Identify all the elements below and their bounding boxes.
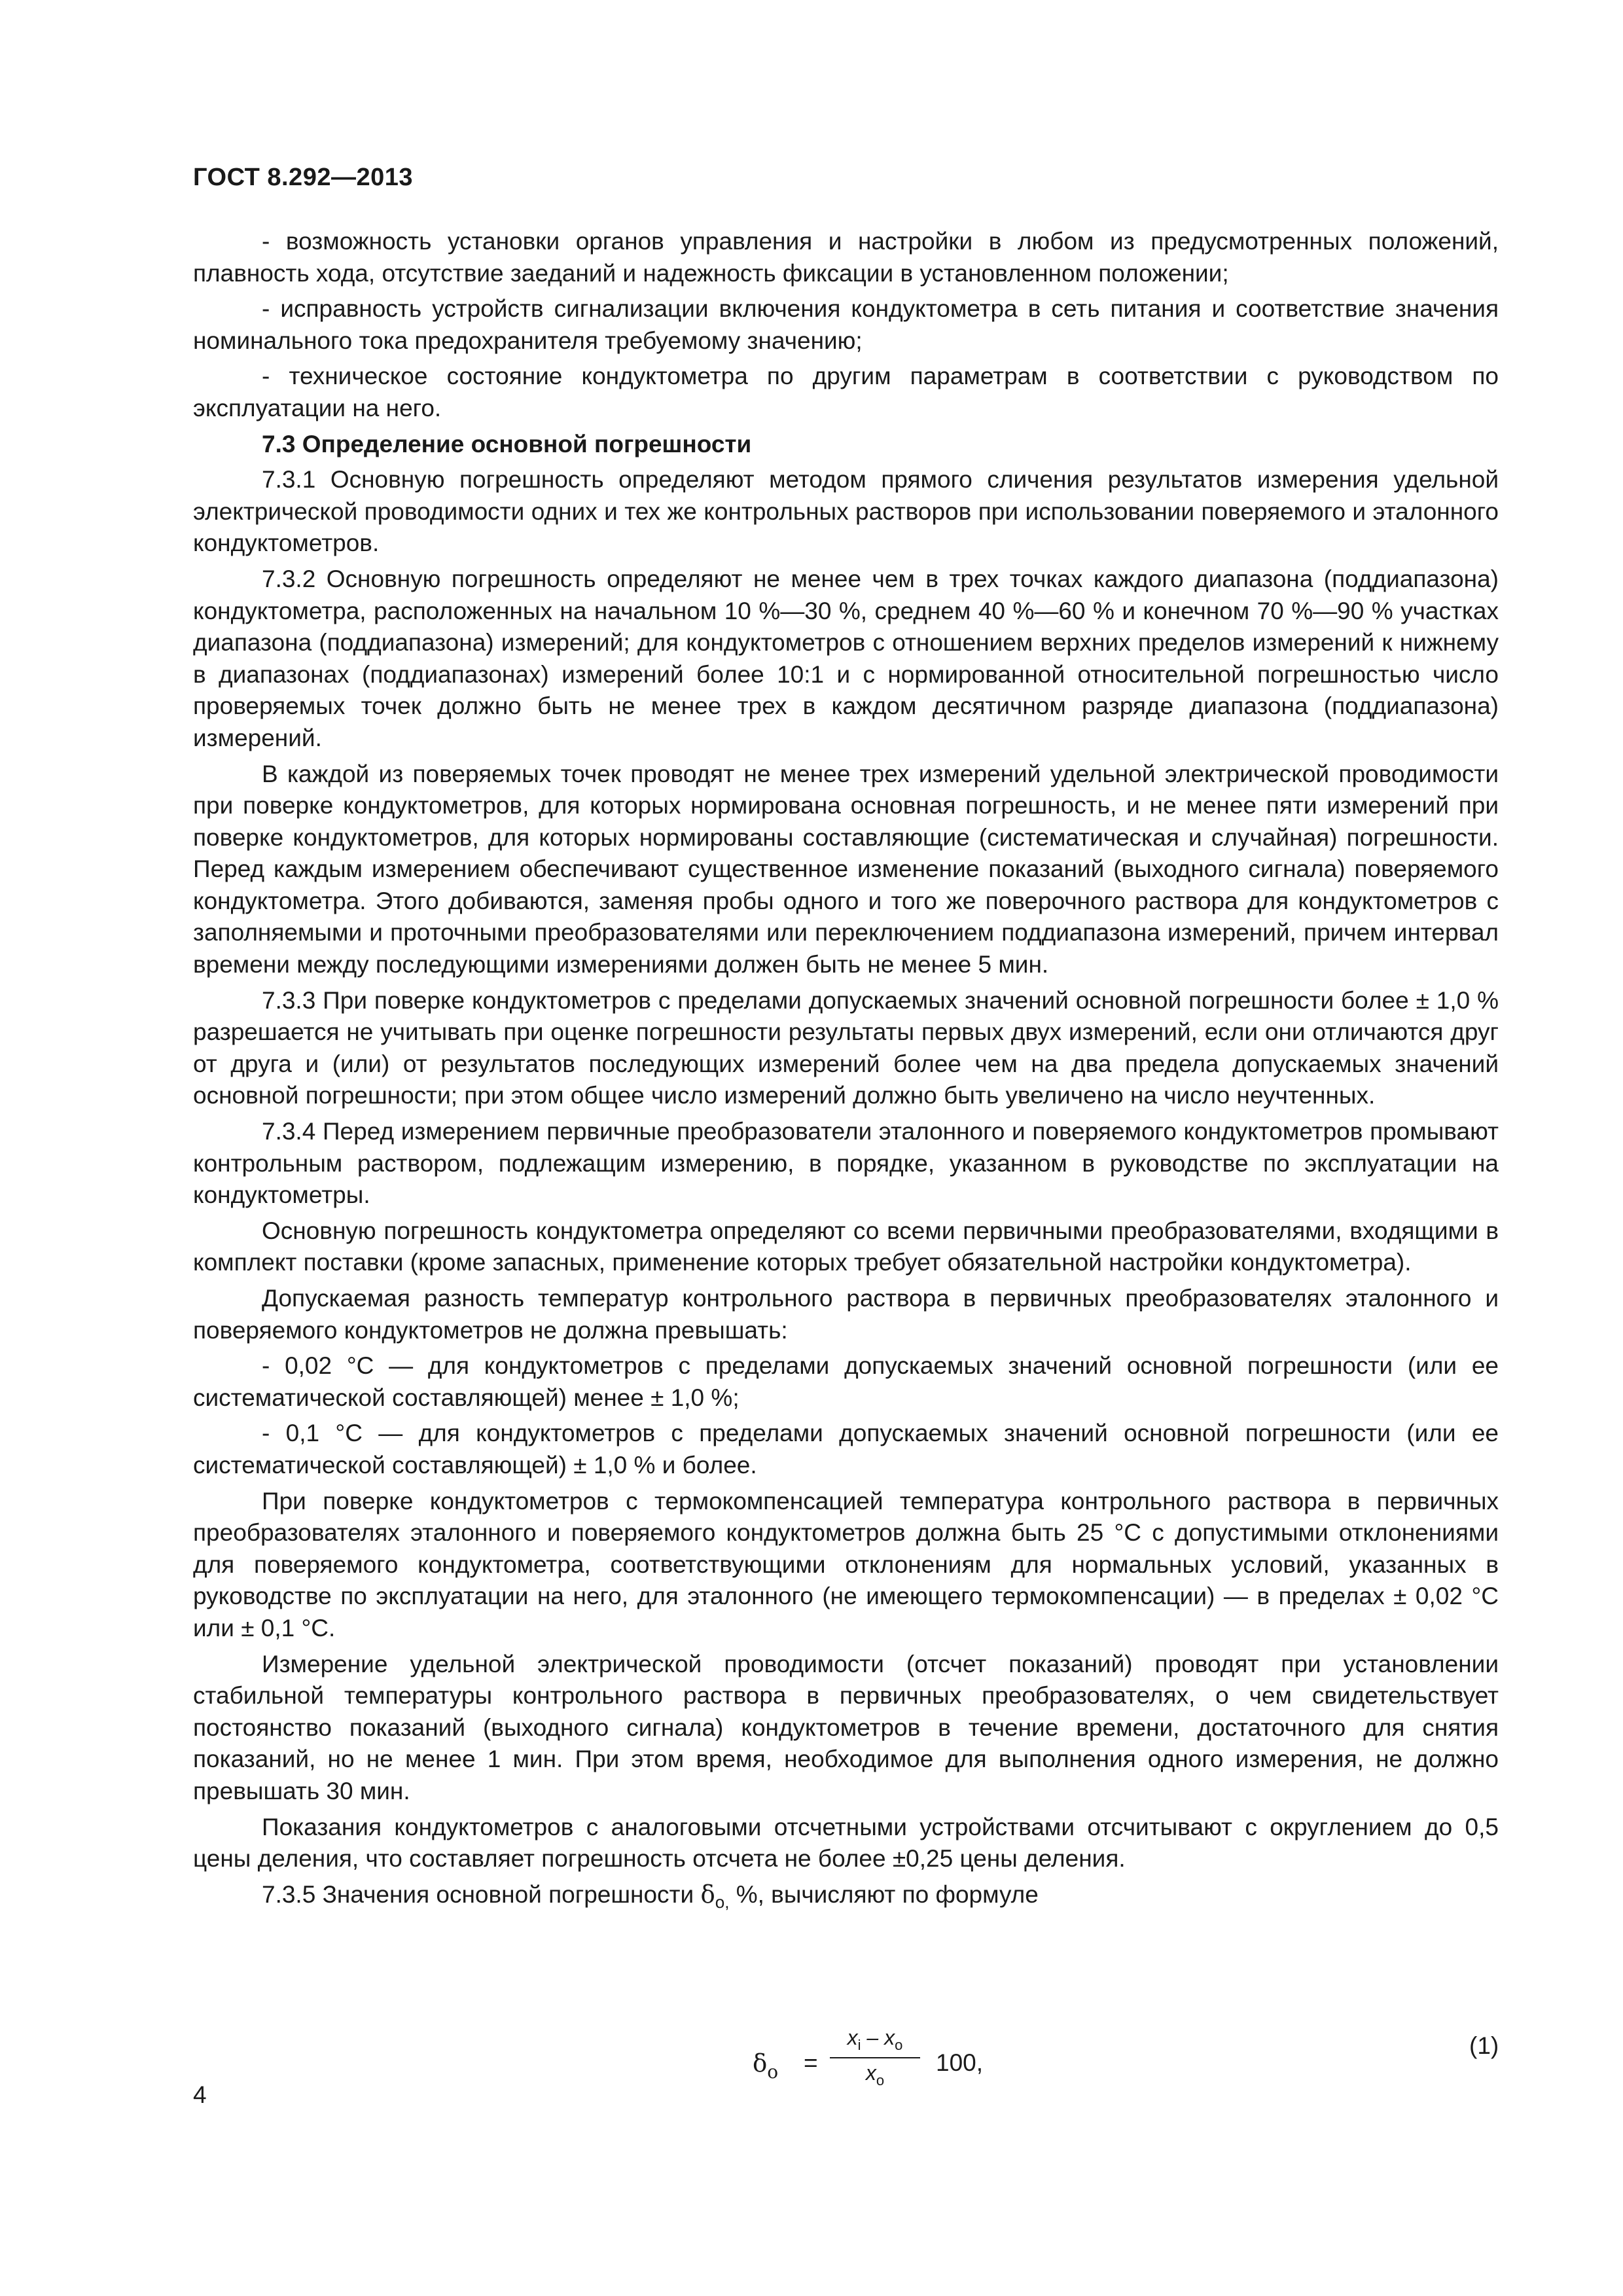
paragraph: Допускаемая разность температур контрольного раствора в первичных преобразователях эталонного и поверяемого кондуктометров не должна превышать: — [193, 1285, 1499, 1344]
section-title: 7.3 Определение основной погрешности — [262, 430, 752, 457]
multiplier: 100, — [936, 2049, 984, 2076]
formula — [753, 2026, 988, 2098]
list-item: - возможность установки органов управления и настройки в любом из предусмотренных положений, плавность хода, отсутствие заеданий и надежность фиксации в установленном положении; — [193, 228, 1499, 287]
list-item: - 0,02 °С — для кондуктометров с пределами допускаемых значений основной погрешности (или ее систематической составляющей) менее ± 1,0 %; — [193, 1352, 1499, 1411]
paragraph-7-3-3: 7.3.3 При поверке кондуктометров с пределами допускаемых значений основной погрешности более ± 1,0 % разрешается не учитывать при оценке погрешности результаты первых двух измерений, если они отличаются друг от друга и (или) от результатов последующих измерений более чем на два предела допускаемых значений основной погрешности; при этом общее число измерений должно быть увеличено на число неучтенных. — [193, 986, 1499, 1109]
page-body — [193, 226, 1499, 1916]
page-number: 4 — [193, 2081, 207, 2108]
fraction-bar — [830, 2057, 920, 2058]
equals-sign: = — [804, 2049, 818, 2076]
numerator: $x_i - x_о$ — [847, 2026, 903, 2053]
paragraph-7-3-1: 7.3.1 Основную погрешность определяют методом прямого сличения результатов измерения удельной электрической проводимости одних и тех же контрольных растворов при использовании поверяемого и эталонного кондуктометров. — [193, 466, 1499, 557]
paragraph: Измерение удельной электрической проводимости (отсчет показаний) проводят при установлении стабильной температуры контрольного раствора в первичных преобразователях, о чем свидетельствует постоянство показаний (выходного сигнала) кондуктометров в течение времени, достаточного для снятия показаний, но не менее 1 мин. При этом время, необходимое для выполнения одного измерения, не должно превышать 30 мин. — [193, 1650, 1499, 1804]
paragraph: Показания кондуктометров с аналоговыми отсчетными устройствами отсчитывают с округлением до 0,5 цены деления, что составляет погрешность отсчета не более ±0,25 цены деления. — [193, 1813, 1499, 1873]
list-item: - исправность устройств сигнализации включения кондуктометра в сеть питания и соответствие значения номинального тока предохранителя требуемому значению; — [193, 295, 1499, 354]
text: %, вычисляют по формуле — [729, 1880, 1039, 1908]
fraction — [826, 2026, 924, 2089]
list-item: - 0,1 °С — для кондуктометров с пределами допускаемых значений основной погрешности (или ее систематической составляющей) ± 1,0 % и более. — [193, 1420, 1499, 1479]
subscript: о, — [715, 1892, 730, 1912]
paragraph-7-3-2: 7.3.2 Основную погрешность определяют не менее чем в трех точках каждого диапазона (поддиапазона) кондуктометра, расположенных на начальном 10 %—30 %, среднем 40 %—60 % и конечном 70 %—90 % участках диапазона (поддиапазона) измерений; для кондуктометров с отношением верхних пределов измерений к нижнему в диапазонах (поддиапазонах) измерений более 10:1 и с нормированной относительной погрешностью число проверяемых точек должно быть не менее трех в каждом десятичном разряде диапазона (поддиапазона) измерений. — [193, 565, 1499, 751]
equation-number: (1) — [1469, 2032, 1499, 2059]
paragraph-7-3-5 — [193, 1879, 1499, 1913]
formula-lhs: $\delta_о$ — [753, 2049, 779, 2083]
paragraph: Основную погрешность кондуктометра определяют со всеми первичными преобразователями, входящими в комплект поставки (кроме запасных, применение которых требует обязательной настройки кондуктометра). — [193, 1217, 1499, 1276]
paragraph: В каждой из поверяемых точек проводят не менее трех измерений удельной электрической проводимости при поверке кондуктометров, для которых нормирована основная погрешность, и не менее пяти измерений при поверке кондуктометров, для которых нормированы составляющие (систематическая и случайная) погрешности. Перед каждым измерением обеспечивают существенное изменение показаний (выходного сигнала) поверяемого кондуктометра. Этого добиваются, заменяя пробы одного и того же поверочного раствора для кондуктометров с заполняемыми и проточными преобразователями или переключением поддиапазона измерений, причем интервал времени между последующими измерениями должен быть не менее 5 мин. — [193, 760, 1499, 978]
text: 7.3.5 Значения основной погрешности — [262, 1880, 701, 1908]
delta-symbol: δ — [700, 1880, 715, 1909]
list-item: - техническое состояние кондуктометра по другим параметрам в соответствии с руководством по эксплуатации на него. — [193, 363, 1499, 422]
document-header: ГОСТ 8.292—2013 — [193, 164, 413, 191]
paragraph: При поверке кондуктометров с термокомпенсацией температура контрольного раствора в первичных преобразователях эталонного и поверяемого кондуктометров должна быть 25 °С с допустимыми отклонениями для поверяемого кондуктометра, соответствующими отклонениям для нормальных условий, указанных в руководстве по эксплуатации на него, для эталонного (не имеющего термокомпенсации) — в пределах ± 0,02 °С или ± 0,1 °С. — [193, 1487, 1499, 1641]
denominator: $x_о$ — [865, 2061, 885, 2089]
paragraph-7-3-4: 7.3.4 Перед измерением первичные преобразователи эталонного и поверяемого кондуктометров промывают контрольным раствором, подлежащим измерению, в порядке, указанном в руководстве по эксплуатации на кондуктометры. — [193, 1118, 1499, 1209]
